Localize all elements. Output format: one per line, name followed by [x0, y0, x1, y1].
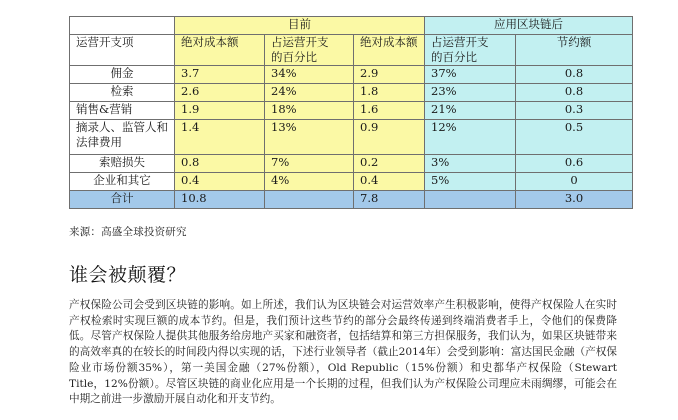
total-label: 合计 — [70, 191, 175, 209]
body-paragraph: 产权保险公司会受到区块链的影响。如上所述，我们认为区块链会对运营效率产生积极影响，使得产权保险人在实时产权检索时实现巨额的成本节约。但是，我们预计这些节约的部分会最终传递到终端消费者手上，令他们的保费降低。尽管产权保险人提供其他服务给房地产买家和融资者，包括结算和第三方担保服务，我们认为，如果区块链带来的高效率真的在较长的时间段内得以实现的话，下述行业领导者（截止2014年）会受到影响：富达国民金融（产权保险业市场份额35%），第一美国金融（27%份额），Old Republic（15%份额）和史都华产权保险（Stewart Title，12%份额）。尽管区块链的商业化应用是一个长期的过程，但我们认为产权保险公司理应未雨绸缪，可能会在中期之前进一步激励开展自动化和开支节约。 — [69, 299, 617, 406]
table-group-header-row — [70, 17, 633, 35]
col-current-percent-line1: 占运营开支 — [271, 35, 329, 49]
row-label: 销售&营销 — [70, 102, 175, 120]
row-current-absolute: 1.9 — [175, 102, 265, 120]
row-savings: 0.5 — [516, 120, 633, 155]
row-label: 检索 — [70, 84, 175, 102]
row-savings: 0.6 — [516, 155, 633, 173]
group-current-header: 目前 — [175, 17, 425, 35]
table-row — [70, 84, 633, 102]
row-savings: 0.3 — [516, 102, 633, 120]
total-after-absolute: 7.8 — [354, 191, 425, 209]
row-current-percent: 24% — [265, 84, 354, 102]
col-after-absolute-text: 绝对成本额 — [360, 35, 418, 49]
col-current-percent-header — [265, 35, 354, 66]
row-label-line2: 法律费用 — [76, 135, 122, 149]
row-current-absolute: 2.6 — [175, 84, 265, 102]
row-current-percent: 13% — [265, 120, 354, 155]
col-current-absolute-text: 绝对成本额 — [181, 35, 239, 49]
row-savings: 0.8 — [516, 84, 633, 102]
row-current-percent: 4% — [265, 173, 354, 191]
col-savings-text: 节约额 — [556, 35, 592, 49]
row-label: 佣金 — [70, 66, 175, 84]
row-current-absolute: 1.4 — [175, 120, 265, 155]
row-current-absolute: 0.4 — [175, 173, 265, 191]
row-after-absolute: 1.8 — [354, 84, 425, 102]
table-row — [70, 155, 633, 173]
row-after-percent: 3% — [425, 155, 516, 173]
table-row — [70, 173, 633, 191]
col-savings-header — [516, 35, 633, 66]
total-savings: 3.0 — [516, 191, 633, 209]
table-row — [70, 102, 633, 120]
row-after-absolute: 0.2 — [354, 155, 425, 173]
row-label: 企业和其它 — [70, 173, 175, 191]
cost-comparison-table — [69, 16, 633, 209]
row-after-percent: 12% — [425, 120, 516, 155]
table-row — [70, 120, 633, 155]
row-current-percent: 7% — [265, 155, 354, 173]
row-savings: 0 — [516, 173, 633, 191]
row-label: 索赔损失 — [70, 155, 175, 173]
row-after-percent: 21% — [425, 102, 516, 120]
row-current-absolute: 0.8 — [175, 155, 265, 173]
row-after-absolute: 0.4 — [354, 173, 425, 191]
total-after-percent — [425, 191, 516, 209]
row-label-line1: 摘录人、监管人和 — [76, 120, 168, 134]
row-current-absolute: 3.7 — [175, 66, 265, 84]
group-after-header: 应用区块链后 — [425, 17, 633, 35]
table-column-header-row — [70, 35, 633, 66]
col-after-absolute-header — [354, 35, 425, 66]
row-savings: 0.8 — [516, 66, 633, 84]
table-total-row — [70, 191, 633, 209]
section-heading: 谁会被颠覆？ — [69, 264, 187, 286]
col-after-percent-line2: 的百分比 — [431, 50, 477, 64]
row-label — [70, 120, 175, 155]
row-after-percent: 37% — [425, 66, 516, 84]
empty-corner-cell — [70, 17, 175, 35]
col-after-percent-line1: 占运营开支 — [431, 35, 489, 49]
col-label-header — [70, 35, 175, 66]
total-current-percent — [265, 191, 354, 209]
table-source-note: 来源：高盛全球投资研究 — [69, 226, 187, 238]
row-after-absolute: 2.9 — [354, 66, 425, 84]
row-after-absolute: 0.9 — [354, 120, 425, 155]
row-after-absolute: 1.6 — [354, 102, 425, 120]
total-current-absolute: 10.8 — [175, 191, 265, 209]
col-after-percent-header — [425, 35, 516, 66]
row-after-percent: 23% — [425, 84, 516, 102]
row-current-percent: 18% — [265, 102, 354, 120]
row-after-percent: 5% — [425, 173, 516, 191]
col-current-absolute-header — [175, 35, 265, 66]
table-row — [70, 66, 633, 84]
row-current-percent: 34% — [265, 66, 354, 84]
col-label-header-text: 运营开支项 — [76, 35, 134, 49]
col-current-percent-line2: 的百分比 — [271, 50, 317, 64]
